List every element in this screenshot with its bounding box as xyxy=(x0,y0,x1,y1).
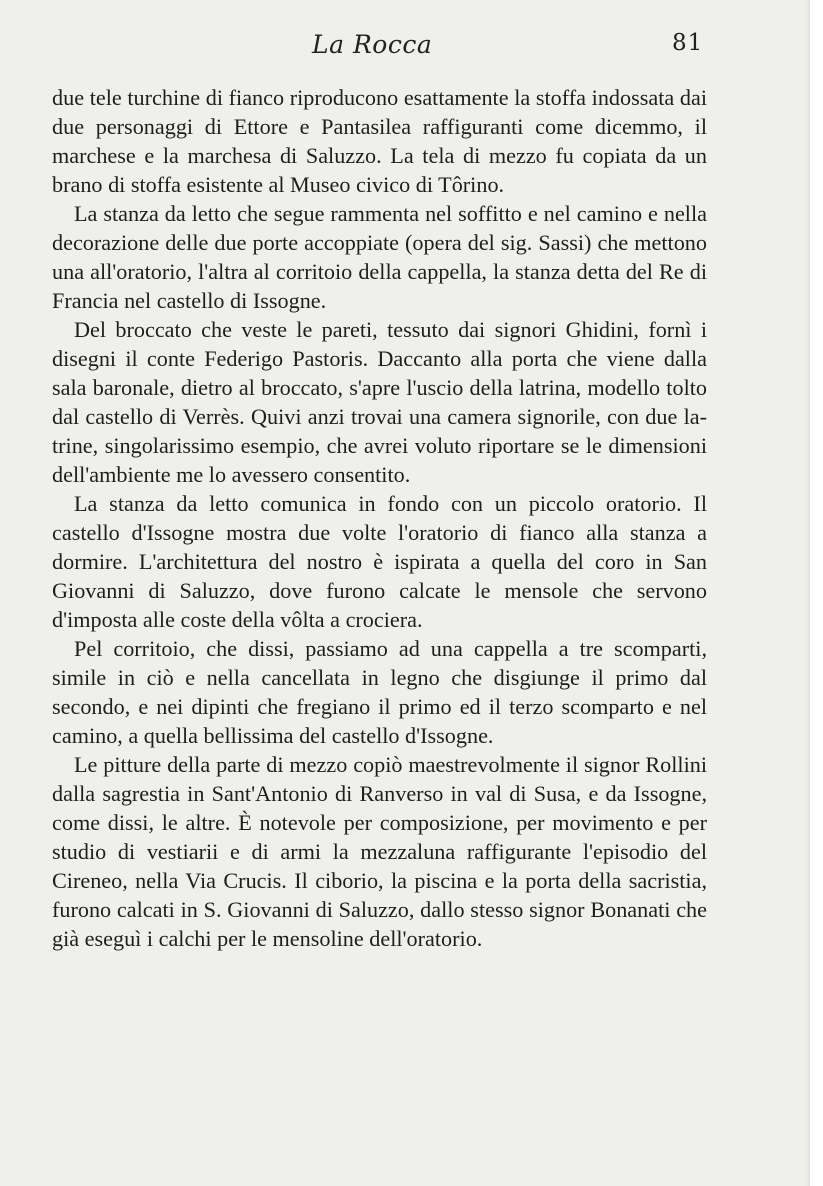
paragraph: La stanza da letto che segue rammenta nel soffitto e nel camino e nella decorazione delle due porte accoppiate (opera del sig. Sassi) che mettono una all'oratorio, l'altra al corritoio della cappella, la stanza detta del Re di Francia nel castello di Issogne. xyxy=(52,201,707,313)
paragraph: Le pitture della parte di mezzo copiò maestrevolmente il signor Rollini dalla sagrestia in Sant'Antonio di Ranverso in val di Susa, e da Issogne, come dissi, le altre. È notevole per composizione, per movimento e per studio di vestiarii e di armi la mezzaluna raffigurante l'episodio del Cireneo, nella Via Crucis. Il ciborio, la piscina e la porta della sacristia, furono calcati in S. Giovanni di Saluzzo, dallo stesso signor Bonanati che già eseguì i calchi per le mensoline dell'oratorio. xyxy=(52,752,707,951)
paragraph: Pel corritoio, che dissi, passiamo ad una cappella a tre scomparti, simile in ciò e nella cancellata in legno che disgiunge il primo dal secondo, e nei dipinti che fregiano il primo ed il terzo scomparto e nel camino, a quella bellissima del castello d'Issogne. xyxy=(52,636,707,748)
running-title: La Rocca xyxy=(312,30,433,59)
running-head xyxy=(0,26,810,66)
paragraph: due tele turchine di fianco riproducono esattamente la stoffa indossata dai due personaggi di Ettore e Pantasilea raffiguranti come dicemmo, il marchese e la marchesa di Saluzzo. La tela di mezzo fu copiata da un brano di stoffa esistente al Museo civico di Tôrino. xyxy=(52,85,707,197)
page-number: 81 xyxy=(672,30,704,56)
body-text xyxy=(52,83,707,953)
paragraph: Del broccato che veste le pareti, tessuto dai signori Ghidini, fornì i disegni il conte Federigo Pastoris. Daccanto alla porta che viene dalla sala baronale, dietro al broccato, s'apre l'uscio della latrina, modello tolto dal castello di Verrès. Quivi anzi trovai una camera signorile, con due latrine, singolarissimo esempio, che avrei voluto riportare se le dimensioni dell'ambiente me lo avessero consentito. xyxy=(52,317,707,487)
paragraph: La stanza da letto comunica in fondo con un piccolo oratorio. Il castello d'Issogne mostra due volte l'oratorio di fianco alla stanza a dormire. L'architettura del nostro è ispirata a quella del coro in San Giovanni di Saluzzo, dove furono calcate le mensole che servono d'imposta alle coste della vôlta a crociera. xyxy=(52,491,707,632)
